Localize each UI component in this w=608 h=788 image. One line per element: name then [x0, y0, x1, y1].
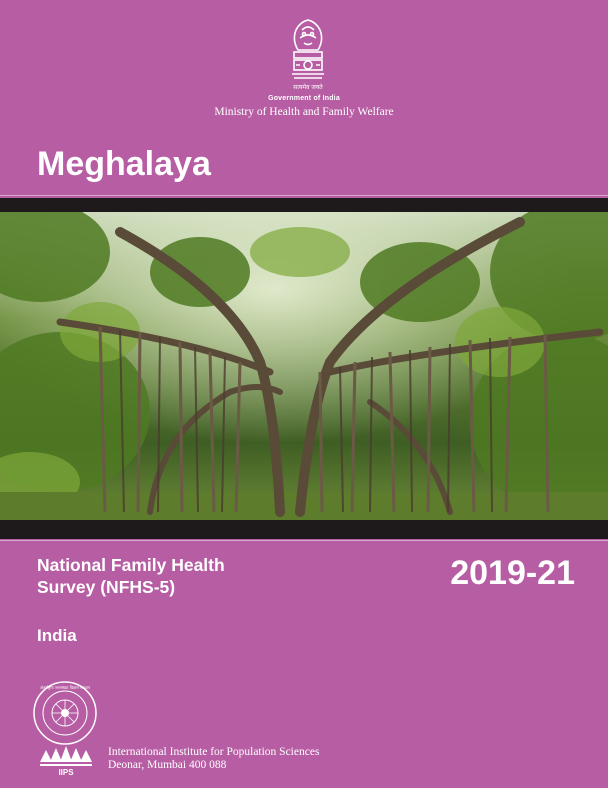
cover-photo-frame [0, 198, 608, 539]
iips-seal-icon [32, 680, 98, 746]
iips-logo-text: IIPS [58, 768, 74, 777]
divider-top [0, 195, 608, 196]
iips-seal-text: अंतर्राष्ट्रीय जनसंख्या विज्ञान संस्थान [39, 685, 91, 690]
survey-year: 2019-21 [450, 554, 575, 592]
survey-title-line1: National Family Health [37, 555, 225, 575]
publisher-name: International Institute for Population Sciences [108, 746, 320, 758]
publisher-address: Deonar, Mumbai 400 088 [108, 759, 227, 771]
survey-title-line2: Survey (NFHS-5) [37, 577, 176, 597]
divider-bottom [0, 540, 608, 541]
banyan-tree-photo [0, 212, 608, 520]
government-label: Government of India [268, 95, 340, 102]
publisher-block [108, 746, 319, 772]
state-title: Meghalaya [37, 145, 211, 183]
country-label: India [37, 626, 77, 645]
national-emblem-icon [278, 10, 338, 96]
emblem-motto: सत्यमेव जयते [293, 84, 323, 91]
survey-title [37, 554, 297, 598]
ministry-name: Ministry of Health and Family Welfare [214, 106, 394, 118]
iips-logo-icon [36, 744, 96, 778]
